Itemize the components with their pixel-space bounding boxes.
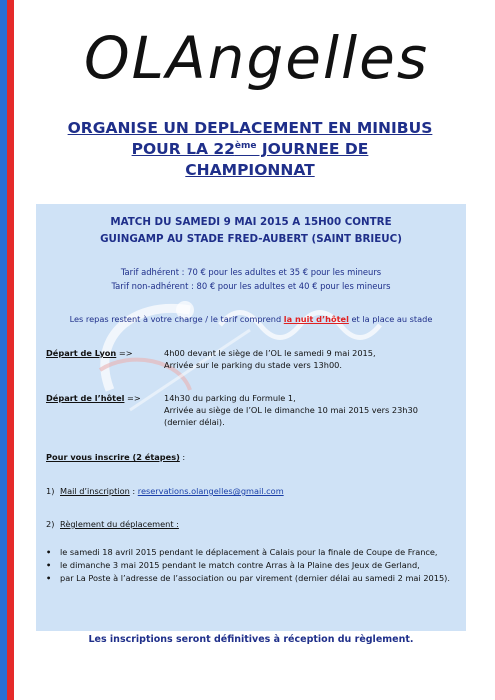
step-2 xyxy=(46,519,179,529)
depart-lyon-details xyxy=(164,347,460,371)
match-info xyxy=(36,214,466,248)
repas-pre: Les repas restent à votre charge / le tarif comprend xyxy=(69,314,284,324)
title-line-2-pre: POUR LA 22 xyxy=(131,140,235,158)
title-sup: ème xyxy=(234,140,257,151)
email-link[interactable]: reservations.olangelles@gmail.com xyxy=(137,486,284,496)
depart-hotel-label xyxy=(46,392,141,404)
inscription-heading-suffix: : xyxy=(179,452,186,462)
step-1 xyxy=(46,486,284,496)
depart-hotel-line-3: (dernier délai). xyxy=(164,417,225,427)
repas-highlight: la nuit d’hôtel xyxy=(283,314,349,324)
step-2-label: Règlement du déplacement : xyxy=(60,519,179,529)
match-line-2: GUINGAMP AU STADE FRED-AUBERT (SAINT BRIEUC) xyxy=(100,233,402,245)
depart-lyon-label xyxy=(46,347,133,359)
depart-hotel-details xyxy=(164,392,460,428)
step-1-separator: : xyxy=(129,486,138,496)
title-line-2 xyxy=(30,139,470,160)
depart-hotel-arrow: => xyxy=(124,393,141,403)
left-stripe-red xyxy=(7,0,14,700)
title-line-3: CHAMPIONNAT xyxy=(185,161,315,179)
inscription-heading-label: Pour vous inscrire (2 étapes) xyxy=(46,452,180,462)
final-note: Les inscriptions seront définitives à réception du règlement. xyxy=(88,634,414,645)
payment-option: • par La Poste à l’adresse de l’association ou par virement (dernier délai au samedi 2 mai 2015). xyxy=(46,572,456,584)
payment-option: • le samedi 18 avril 2015 pendant le déplacement à Calais pour la finale de Coupe de France, xyxy=(46,546,456,558)
olangelles-logo xyxy=(80,16,440,102)
title-line-2-post: JOURNEE DE xyxy=(256,140,369,158)
tarif-adherent: Tarif adhérent : 70 € pour les adultes et 35 € pour les mineurs xyxy=(120,267,382,277)
tarifs xyxy=(36,265,466,293)
depart-lyon-line-2: Arrivée sur le parking du stade vers 13h00. xyxy=(164,360,342,370)
payment-options-list xyxy=(46,546,456,585)
logo-text: OLAngelles xyxy=(84,24,430,92)
step-1-number: 1) xyxy=(46,486,55,496)
depart-hotel-line-1: 14h30 du parking du Formule 1, xyxy=(164,393,296,403)
depart-lyon-arrow: => xyxy=(116,348,133,358)
page-title xyxy=(30,118,470,181)
title-line-1: ORGANISE UN DEPLACEMENT EN MINIBUS xyxy=(67,119,433,137)
depart-lyon-line-1: 4h00 devant le siège de l’OL le samedi 9 mai 2015, xyxy=(164,348,376,358)
repas-note xyxy=(36,313,466,325)
tarif-non-adherent: Tarif non-adhérent : 80 € pour les adultes et 40 € pour les mineurs xyxy=(111,281,391,291)
match-line-1: MATCH DU SAMEDI 9 MAI 2015 A 15H00 CONTRE xyxy=(110,216,392,228)
depart-lyon-label-text: Départ de Lyon xyxy=(46,348,117,358)
depart-hotel-line-2: Arrivée au siège de l’OL le dimanche 10 mai 2015 vers 23h30 xyxy=(164,405,418,415)
step-1-label: Mail d’inscription xyxy=(60,486,130,496)
repas-post: et la place au stade xyxy=(348,314,433,324)
left-stripe-blue xyxy=(0,0,7,700)
step-2-number: 2) xyxy=(46,519,55,529)
inscription-heading xyxy=(46,452,185,462)
depart-hotel-label-text: Départ de l’hôtel xyxy=(46,393,125,403)
payment-option: • le dimanche 3 mai 2015 pendant le match contre Arras à la Plaine des Jeux de Gerland, xyxy=(46,559,456,571)
